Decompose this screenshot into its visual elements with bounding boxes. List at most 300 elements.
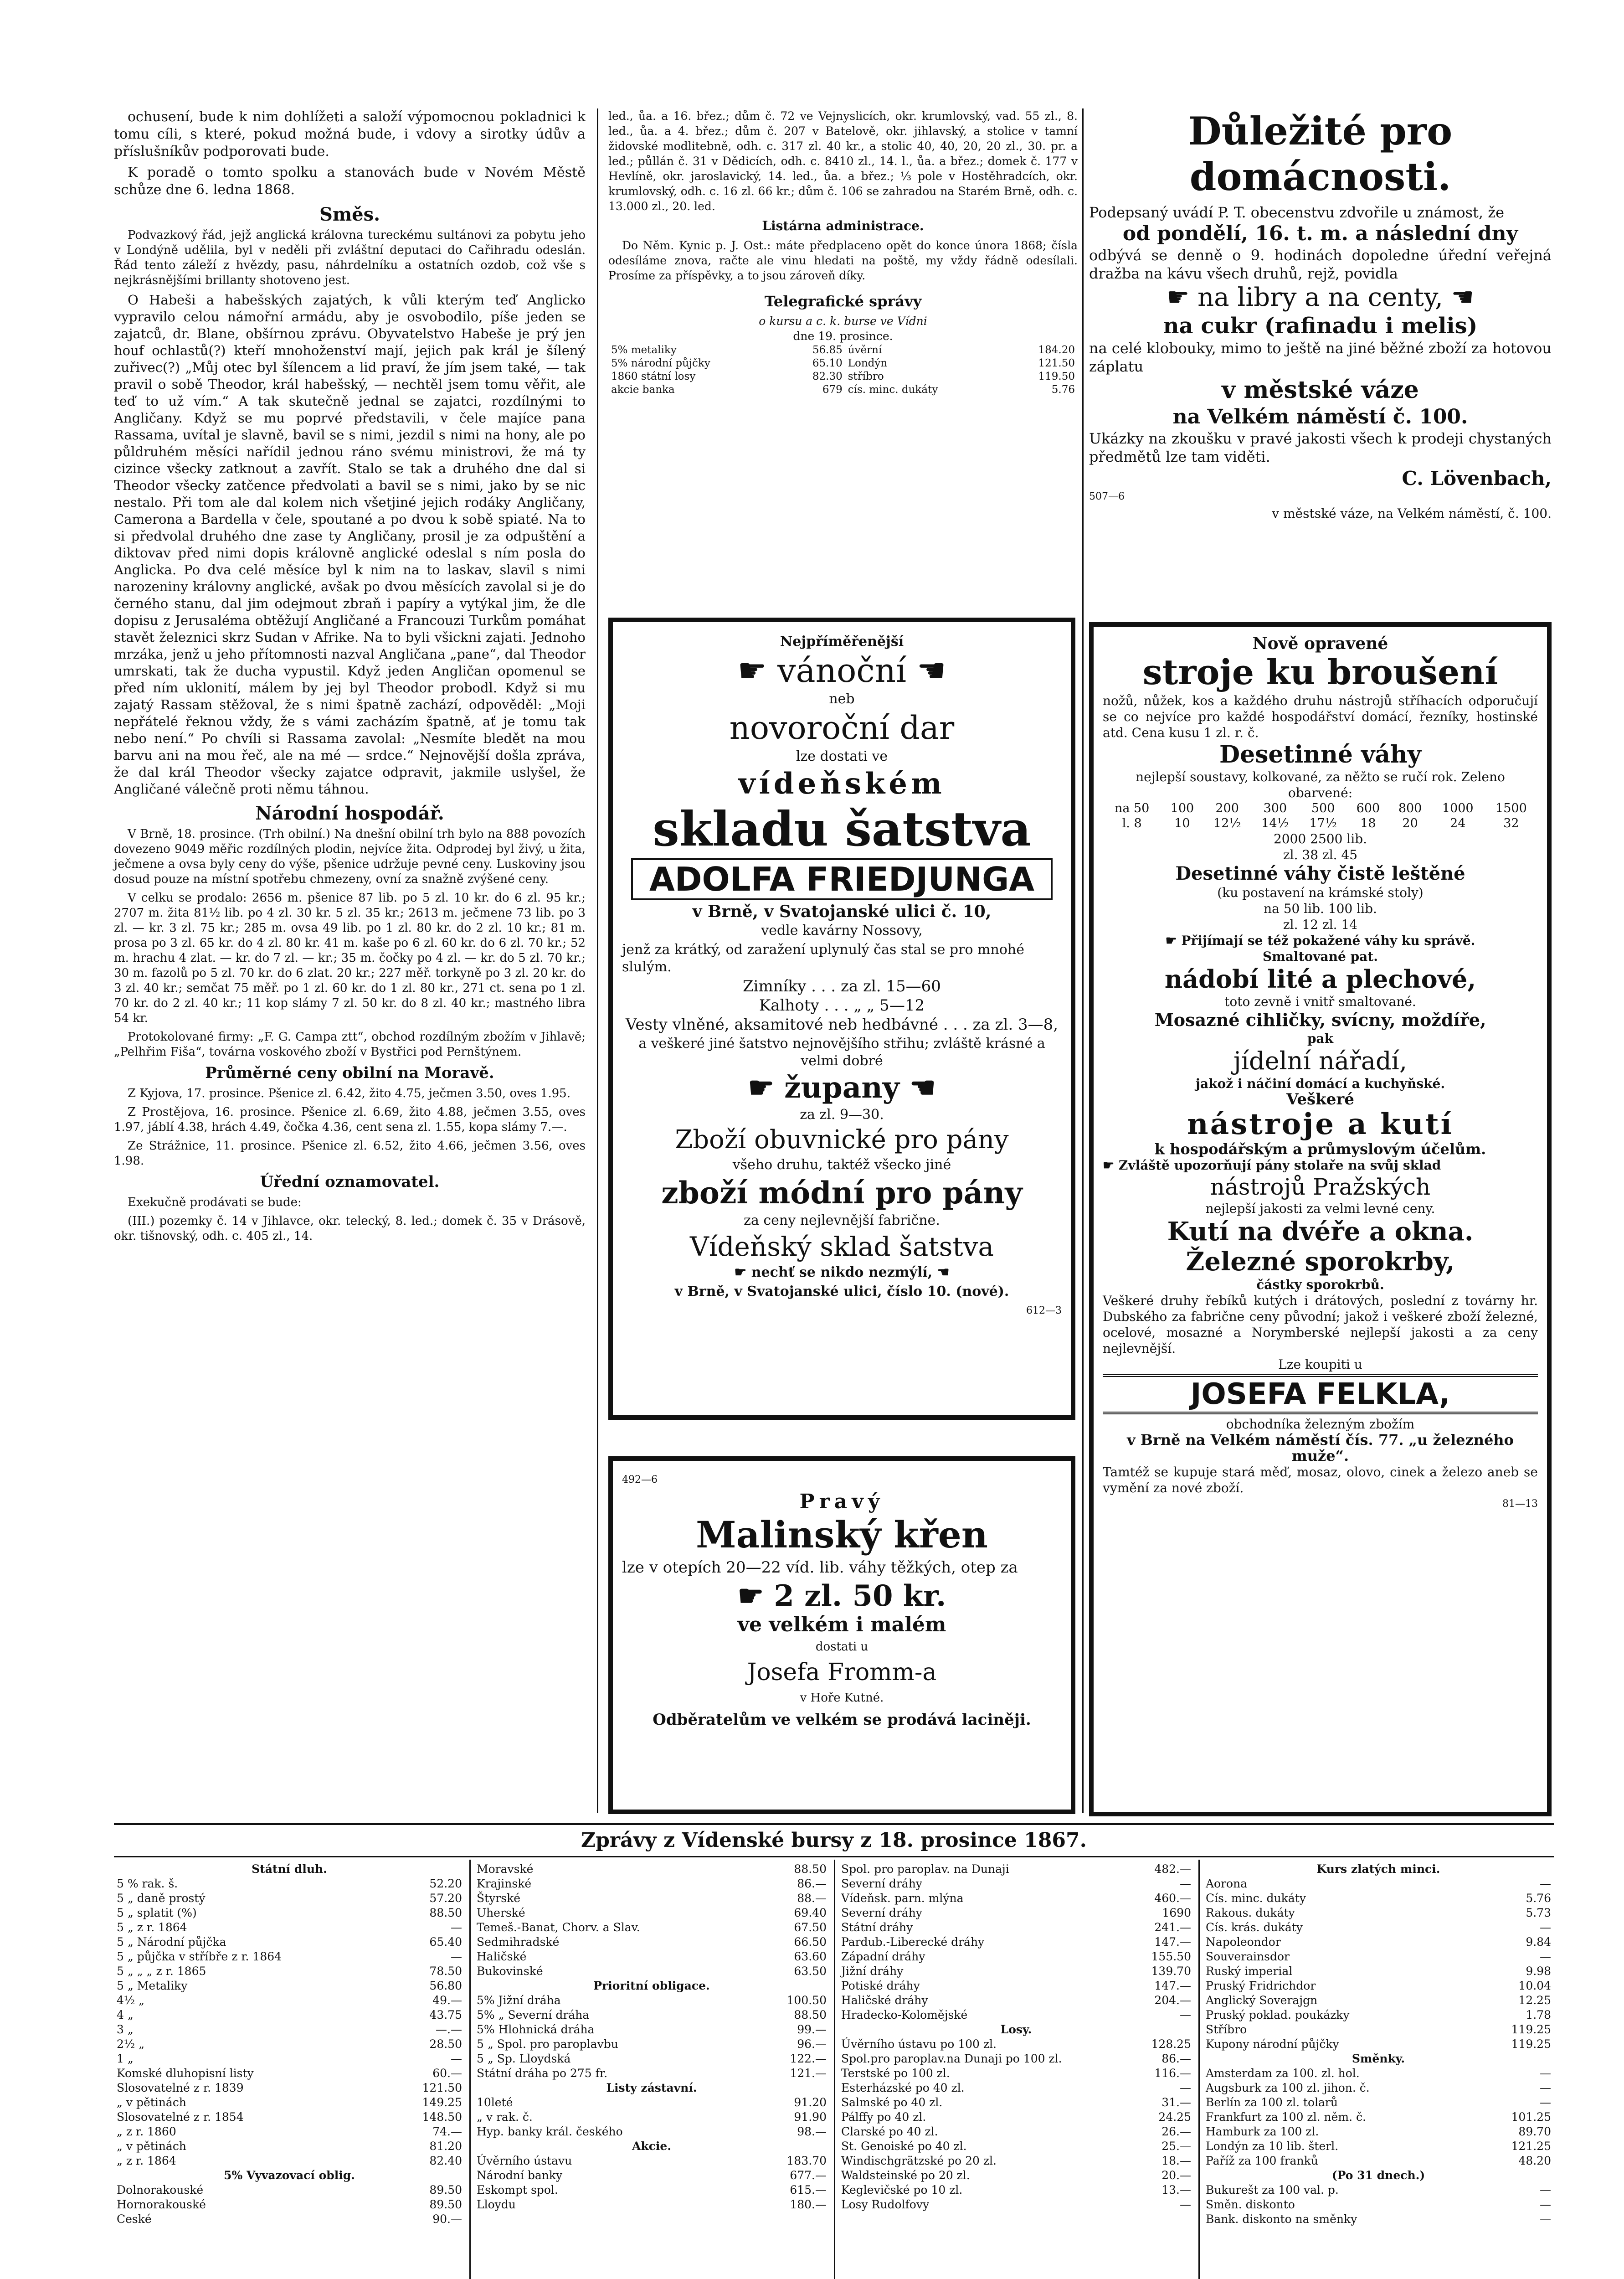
tele-table	[608, 344, 1078, 397]
quote-label: Pardub.-Liberecké dráhy	[841, 1935, 985, 1949]
table-row	[1203, 1906, 1554, 1920]
ad-felkl-sporokrby-sub: částky sporokrbů.	[1256, 1277, 1384, 1292]
quote-value: 100.50	[786, 1994, 827, 2007]
quote-value: 81.20	[429, 2140, 462, 2153]
ad-kren	[608, 1456, 1075, 1814]
quote-value: 98.—	[797, 2125, 827, 2138]
table-row	[474, 1891, 829, 1906]
quote-label: Ceské	[117, 2212, 152, 2226]
table-row	[114, 2139, 465, 2154]
quote-label: Clarské po 40 zl.	[841, 2125, 938, 2138]
pointing-hand-icon: ☚	[906, 651, 946, 690]
quote-label: Hradecko-Kolomějské	[841, 2008, 968, 2021]
table-row	[474, 1920, 829, 1935]
quote-value: 96.—	[797, 2037, 827, 2051]
table-row	[1203, 2154, 1554, 2168]
quote-value: 615.—	[790, 2183, 827, 2197]
quote-label: 5% Jižní dráha	[477, 1994, 561, 2007]
table-row	[114, 1906, 465, 1920]
quote-label: Augsburk za 100 zl. jihon. č.	[1206, 2081, 1370, 2094]
bursa-title: Zprávy z Vídenské bursy z 18. prosince 1867.	[581, 1829, 1087, 1852]
table-row	[114, 2081, 465, 2095]
ad-friedjung-videnksy: Vídeňský sklad šatstva	[689, 1231, 994, 1262]
ad-felkl-ciste-sub3: zl. 12 zl. 14	[1283, 917, 1358, 932]
hospodar-1: V Brně, 18. prosince. (Trh obilní.) Na dnešní obilní trh bylo na 888 povozích dovezeno 9049 měřic rozdílných plodin, nejvíce žita. Odprodej byl živý, u žita, ječmene a ovsa byly ceny do výše, pšenice udržuje pevné ceny. Luskoviny jsou dosud pouze na místní spotřebu chmezeny, ovní za snažně zvýšené ceny.	[114, 827, 586, 886]
quote-label: 4½ „	[117, 1994, 145, 2007]
quote-value: 88.50	[429, 1906, 462, 1919]
quote-value: 89.70	[1518, 2125, 1551, 2138]
table-row	[114, 2154, 465, 2168]
table-row	[838, 1862, 1194, 1877]
ad-kren-pravy: Pravý	[799, 1490, 884, 1513]
ad-felkl-jidelni-sub: jakož i náčiní domácí a kuchyňské.	[1195, 1076, 1445, 1091]
quote-label: Spol. pro paroplav. na Dunaji	[841, 1862, 1009, 1876]
quote-label: Hornorakouské	[117, 2198, 206, 2211]
ad-friedjung-line2: novoroční dar	[729, 709, 955, 747]
ad-felkl-prazskych: nástrojů Pražských	[1210, 1174, 1431, 1200]
quote-value: 482.—	[1154, 1862, 1191, 1876]
quote-value: 88.—	[797, 1892, 827, 1905]
bursa-col-2	[474, 1862, 829, 2212]
ad-friedjung-line1: ☛ vánoční ☚	[737, 651, 946, 690]
quote-value: 121.50	[422, 2081, 462, 2094]
table-row	[1203, 1891, 1554, 1906]
quote-label: Úvěrního ústavu po 100 zl.	[841, 2037, 997, 2051]
bursa-col-1-rows	[114, 1877, 465, 2227]
table-row	[474, 1964, 829, 1979]
ad-friedjung-item-3: Vesty vlněné, aksamitové neb hedbávné . . . za zl. 3—8,	[625, 1016, 1059, 1034]
quote-value: 48.20	[1518, 2154, 1551, 2167]
quote-label: „ v rak. č.	[477, 2110, 533, 2124]
quote-label: Paříž za 100 franků	[1206, 2154, 1318, 2167]
pointing-hand-icon: ☛	[1103, 1158, 1119, 1173]
ad-friedjung-item-2: Kalhoty . . . „ „ 5—12	[759, 996, 925, 1015]
table-row	[838, 1935, 1194, 1949]
table-row	[838, 1877, 1194, 1891]
quote-label: Losy.	[1000, 2023, 1032, 2036]
quote-label: Dolnorakouské	[117, 2183, 204, 2197]
quote-value: 24.25	[1158, 2110, 1191, 2124]
quote-label: Západní dráhy	[841, 1950, 925, 1963]
smes-article-1: Podvazkový řád, jejž anglická královna tureckému sultánovi za pobytu jeho v Londýně udělila, byl v neděli při zvláštní deputaci do Cařihradu odeslán. Řád tento záleží z hvězdy, pasu, náhrdelníku a ostatních ozdob, což vše s nejkrásnějšími brillanty shotoveno jest.	[114, 228, 586, 287]
quote-value: 677.—	[790, 2169, 827, 2182]
quote-value: 9.98	[1526, 1964, 1551, 1978]
quote-label: Windischgrätzské po 20 zl.	[841, 2154, 997, 2167]
section-urad-title: Úřední oznamovatel.	[260, 1173, 440, 1191]
ad-friedjung-sklad: skladu šatstva	[653, 801, 1031, 857]
pointing-hand-icon: ☛	[1167, 283, 1198, 312]
ad-felkl-text2: nejlepší soustavy, kolkované, za něžto se ručí rok. Zeleno obarvené:	[1136, 769, 1505, 800]
table-row	[114, 2008, 465, 2022]
table-row	[838, 2008, 1194, 2022]
quote-value: —	[451, 2052, 462, 2065]
quote-label: Bank. diskonto na směnky	[1206, 2212, 1357, 2226]
ad-friedjung-num: 612—3	[1026, 1305, 1062, 1316]
table-row	[114, 2212, 465, 2227]
quote-value: 20.—	[1161, 2169, 1191, 2182]
quote-value: 241.—	[1154, 1921, 1191, 1934]
quote-value: 10.04	[1518, 1979, 1551, 1992]
ad-felkl-nadobi: nádobí lité a plechové,	[1164, 964, 1476, 994]
ad-domacnost	[1089, 108, 1552, 521]
table-row	[474, 1935, 829, 1949]
quote-label: 5 „ Spol. pro paroplavbu	[477, 2037, 618, 2051]
table-row	[474, 2052, 829, 2066]
section-smes-title: Směs.	[319, 204, 380, 225]
quote-value: —	[1540, 1877, 1551, 1890]
table-row	[1203, 2212, 1554, 2227]
ad-domacnost-title: Důležité pro domácnosti.	[1188, 108, 1453, 199]
table-row	[474, 2066, 829, 2081]
ad-felkl-nastroje: nástroje a kutí	[1187, 1107, 1454, 1141]
table-row	[114, 1877, 465, 1891]
quote-label: Eskompt spol.	[477, 2183, 558, 2197]
ad-felkl-pak: pak	[1307, 1031, 1334, 1046]
quote-value: 183.70	[786, 2154, 827, 2167]
quote-label: Státní dráhy	[841, 1921, 913, 1934]
table-row	[1203, 2081, 1554, 2095]
quote-label: Keglevičské po 10 zl.	[841, 2183, 963, 2197]
quote-value: —	[1540, 2067, 1551, 2080]
table-row	[838, 1920, 1194, 1935]
table-row	[114, 2168, 465, 2183]
quote-label: 1 „	[117, 2052, 134, 2065]
quote-label: Štyrské	[477, 1892, 521, 1905]
quote-label: Krajinské	[477, 1877, 532, 1890]
ad-domacnost-vaze: v městské váze	[1222, 376, 1419, 404]
admin-text: Do Něm. Kynic p. J. Ost.: máte předplaceno opět do konce února 1868; čísla odesíláme znova, račte ale vinu hledati na poště, my vždy řádně odesílali. Prosíme za příspěvky, a to jsou zároveň díky.	[608, 239, 1078, 282]
table-row	[474, 2081, 829, 2095]
table-row: l. 8 10 12½ 14½ 17½ 18 20 24 32	[1122, 816, 1519, 830]
ad-felkl-scale-more: 2000 2500 lib.	[1273, 831, 1367, 846]
bursa-col-4-rows	[1203, 1877, 1554, 2227]
quote-label: Bukovinské	[477, 1964, 543, 1978]
quote-value: 88.50	[794, 1862, 827, 1876]
smes-article-2: O Habeši a habešských zajatých, k vůli kterým teď Anglicko vypravilo celou námořní armádu, aby je osvobodilo, píše jeden se zajatců, dr. Blane, obšírnou zprávu. Obyvatelstvo Habeše je prý jen houf ochlastů(?) kteří mnohoženství mají, jejich pak král je šílený zuřivec(?) „Můj otec byl šílencem a lid praví, že jím jsem také, — tak pravil o sobě Theodor, král habešský, — nechtěl jsem tomu věřit, ale teď to už vím.“ A tak skutečně jednal se zajatci, rozdílnými to Angličany. Když se mu poprvé představili, v čele majíce pana Rassama, uvítal je slavně, bavil se s nimi, jezdil s nimi na hony, ale po půldruhém měsíci nařídil jednou ráno svému ministrovi, že má ty cizince všecky zatknout a zavřít. Stalo se tak a druhého dne dal si Theodor všecky zatčence předvolati a bavil se s nimi, jako by se nic nestalo. Při tom ale dal kolem nich všetjiné jejich rodáky Angličany, Camerona a Bardella v čele, spoutané a po dvou k sobě spiaté. Na to si předvolal druhého dne zase ty Angličany, prosil je za odpuštění a diktovav před nimi dopis královně anglické odeslal s ním posla do Anglicka. Po dva celé měsíce byl k nim na to laskav, slavil s nimi narozeniny královny anglické, avšak po dvou měsících zavolal si je do černého stanu, dal jim odejmout zbraň i papíry a vytýkal jim, že dle dopisu z Jerusaléma obtěžují Angličané a Francouzi Turkům pomáhat stavět železnici skrz Sudan v Afrike. Na to byli všickni zajati. Jednoho mrzáka, jenž u jeho přítomnosti nazval Angličana „pane“, dal Theodor umrskati, tak že ducha vypustil. Když jeden Angličan opomenul se před ním uklonití, málem by jej byl Theodor probodl. Když si mu zajatý Rassam stěžoval, že s nimi špatně zachází, odpověděl: „Moji nepřátelé řeknou vždy, že s vámi zacházím špatně, ať je tomu tak nebo není.“ Po chvíli si Rassama zavolal: „Nesmíte bledět na mou barvu ani na mou řeč, ale na mé — srdce.“ Nejnovější došla zpráva, že dal král Theodor všecky zajatce odpravit, jakmile uslyšel, že Angličané válečně proti němu táhnou.	[114, 292, 586, 797]
hospodar-3: Protokolované firmy: „F. G. Campa ztt“, obchod rozdílným zbožím v Jihlavě; „Pelhřim Fiša“, továrna voskového zboží v Bystřici pod Pernštýnem.	[114, 1030, 586, 1059]
table-row	[474, 2183, 829, 2197]
ad-felkl-mosazne: Mosazné cihličky, svícny, moždíře,	[1154, 1010, 1486, 1030]
quote-label: 5 „ půjčka v stříbře z r. 1864	[117, 1950, 282, 1963]
bursa-title-rule	[114, 1856, 1554, 1857]
quote-label: 5% Hlohnická dráha	[477, 2023, 595, 2036]
quote-value: 60.—	[432, 2067, 462, 2080]
ad-domacnost-libry: ☛ na libry a na centy, ☚	[1167, 283, 1474, 312]
ad-friedjung-top: Nejpříměřenější	[780, 634, 904, 650]
ad-friedjung	[608, 618, 1075, 1420]
quote-label: 5 „ Metaliky	[117, 1979, 188, 1992]
ad-kren-title: Malinský křen	[696, 1513, 988, 1556]
table-row	[1203, 2066, 1554, 2081]
tele-subtitle: o kursu a c. k. burse ve Vídni	[759, 315, 927, 328]
ad-felkl-prazskych-sub: nejlepší jakosti za velmi levné ceny.	[1205, 1201, 1435, 1216]
ad-kren-dostati: dostati u	[815, 1640, 869, 1654]
ad-felkl-addr: v Brně na Velkém náměstí čís. 77. „u železného muže“.	[1127, 1431, 1514, 1464]
table-row: 1860 státní losy 82.30 stříbro 119.50	[611, 371, 1075, 382]
table-row	[474, 1877, 829, 1891]
table-row	[474, 2008, 829, 2022]
table-row	[1203, 2095, 1554, 2110]
quote-value: —	[1540, 2212, 1551, 2226]
quote-label: Slosovatelné z r. 1839	[117, 2081, 244, 2094]
quote-label: Akcie.	[632, 2140, 672, 2153]
quote-value: 149.25	[422, 2096, 462, 2109]
quote-value: 69.40	[794, 1906, 827, 1919]
table-row	[474, 1979, 829, 1993]
quote-label: Pálffy po 40 zl.	[841, 2110, 926, 2124]
quote-value: 101.25	[1511, 2110, 1551, 2124]
quote-label: Waldsteinské po 20 zl.	[841, 2169, 970, 2182]
quote-value: 5.76	[1526, 1892, 1551, 1905]
ad-friedjung-dostati: lze dostati ve	[796, 748, 888, 764]
quote-label: Bukurešt za 100 val. p.	[1206, 2183, 1339, 2197]
quote-value: 119.25	[1511, 2037, 1551, 2051]
quote-label: Cís. krás. dukáty	[1206, 1921, 1303, 1934]
column-1	[114, 108, 586, 1248]
ad-felkl-ciste-sub2: na 50 lib. 100 lib.	[1264, 901, 1377, 916]
ad-friedjung-modni: zboží módní pro pány	[661, 1175, 1023, 1211]
quote-label: Cís. minc. dukáty	[1206, 1892, 1306, 1905]
table-row	[114, 1891, 465, 1906]
table-row	[838, 1964, 1194, 1979]
table-row: akcie banka 679 cís. minc. dukáty 5.76	[611, 384, 1075, 396]
section-hospodar-title: Národní hospodář.	[255, 803, 444, 824]
urad-2: (III.) pozemky č. 14 v Jihlavce, okr. telecký, 8. led.; domek č. 35 v Drásově, okr. tišnovský, odh. c. 405 zl., 14.	[114, 1214, 586, 1243]
ad-domacnost-num: 507—6	[1089, 491, 1125, 502]
quote-label: Stříbro	[1206, 2023, 1247, 2036]
quote-value: 89.50	[429, 2183, 462, 2197]
table-row	[114, 1993, 465, 2008]
quote-value: 57.20	[429, 1892, 462, 1905]
admin-title: Listárna administrace.	[762, 218, 924, 233]
tele-title: Telegrafické správy	[764, 293, 922, 310]
ad-friedjung-item-1: Zimníky . . . za zl. 15—60	[743, 977, 941, 995]
quote-value: 12.25	[1518, 1994, 1551, 2007]
quote-label: 5% „ Severní dráha	[477, 2008, 590, 2021]
quote-value: 122.—	[790, 2052, 827, 2065]
prumerne-2: Z Prostějova, 16. prosince. Pšenice zl. 6.69, žito 4.88, ječmen 3.55, oves 1.97, jáblí 4.38, hrách 4.49, čočka 4.36, cent sena zl. 1.55, kopa slámy 7.—.	[114, 1105, 586, 1134]
ad-friedjung-videnskem: vídeňském	[738, 767, 946, 801]
ad-felkl-koupiti: Lze koupiti u	[1278, 1357, 1362, 1372]
quote-value: 121.25	[1511, 2140, 1551, 2153]
ad-friedjung-zupany-price: za zl. 9—30.	[800, 1107, 884, 1123]
ad-domacnost-text2: odbývá se denně o 9. hodinách dopoledne úřední veřejná dražba na kávu všech druhů, rejž, povidla	[1089, 247, 1552, 282]
quote-value: 18.—	[1161, 2154, 1191, 2167]
quote-label: Ruský imperial	[1206, 1964, 1293, 1978]
quote-label: Severní dráhy	[841, 1906, 922, 1919]
table-row	[474, 2168, 829, 2183]
section-prumerne-title: Průměrné ceny obilní na Moravě.	[205, 1064, 494, 1082]
pointing-hand-icon: ☛	[748, 1071, 785, 1105]
column-divider-1	[597, 108, 598, 1813]
quote-value: 9.84	[1526, 1935, 1551, 1949]
ad-felkl-nadobi-sub: toto zevně i vnitř smaltované.	[1224, 994, 1416, 1009]
table-row	[838, 1906, 1194, 1920]
ad-felkl-text4: Tamtéž se kupuje stará měď, mosaz, olovo, cinek a železo aneb se vymění za nové zboží.	[1103, 1464, 1538, 1495]
quote-label: Haličské dráhy	[841, 1994, 928, 2007]
quote-value: —	[1540, 2096, 1551, 2109]
quote-label: 2½ „	[117, 2037, 145, 2051]
quote-label: 5 „ splatit (%)	[117, 1906, 197, 1919]
table-row	[474, 2037, 829, 2052]
quote-value: 28.50	[429, 2037, 462, 2051]
bursa-divider-2	[834, 1860, 835, 2279]
quote-label: Souverainsdor	[1206, 1950, 1290, 1963]
table-row	[838, 2168, 1194, 2183]
table-row	[114, 1920, 465, 1935]
quote-value: 13.—	[1161, 2183, 1191, 2197]
quote-label: „ v pětinách	[117, 2096, 186, 2109]
table-row: 5% národní půjčky 65.10 Londýn 121.50	[611, 357, 1075, 369]
table-row	[114, 2183, 465, 2197]
ad-felkl-veskere: Veškeré	[1286, 1090, 1354, 1109]
quote-label: Londýn za 10 lib. šterl.	[1206, 2140, 1339, 2153]
table-row	[838, 2110, 1194, 2124]
table-row	[474, 1862, 829, 1877]
table-row	[1203, 2052, 1554, 2066]
ad-friedjung-bottom: v Brně, v Svatojanské ulici, číslo 10. (nové).	[674, 1284, 1009, 1299]
quote-value: 86.—	[1161, 2052, 1191, 2065]
pointing-hand-icon: ☚	[932, 1264, 950, 1280]
table-row	[114, 2095, 465, 2110]
table-row	[114, 1979, 465, 1993]
ad-friedjung-text2: a veškeré jiné šatstvo nejnovějšího střihu; zvláště krásné a velmi dobré	[638, 1036, 1045, 1069]
quote-value: —	[1540, 2198, 1551, 2211]
table-row	[838, 2124, 1194, 2139]
table-row	[1203, 1964, 1554, 1979]
table-row	[114, 1964, 465, 1979]
quote-value: 31.—	[1161, 2096, 1191, 2109]
ad-felkl-scale-more2: zl. 38 zl. 45	[1283, 847, 1358, 862]
quote-label: 5 % rak. š.	[117, 1877, 178, 1890]
bursa-col-2-rows	[474, 1862, 829, 2212]
quote-label: Sedmihradské	[477, 1935, 560, 1949]
quote-value: 49.—	[432, 1994, 462, 2007]
ad-felkl-firm: JOSEFA FELKLA,	[1103, 1374, 1538, 1414]
bursa-col-3-rows	[838, 1862, 1194, 2212]
table-row	[838, 1949, 1194, 1964]
table-row	[1203, 1949, 1554, 1964]
quote-label: Berlín za 100 zl. tolarů	[1206, 2096, 1338, 2109]
bursa-col-3	[838, 1862, 1194, 2212]
quote-value: 121.—	[790, 2067, 827, 2080]
table-row	[474, 2095, 829, 2110]
table-row	[838, 2037, 1194, 2052]
table-row	[838, 2052, 1194, 2066]
quote-value: 460.—	[1154, 1892, 1191, 1905]
table-row	[1203, 1993, 1554, 2008]
quote-value: 119.25	[1511, 2023, 1551, 2036]
quote-label: 5 „ „ „ z r. 1865	[117, 1964, 206, 1978]
urad-1: Exekučně prodávati se bude:	[128, 1196, 302, 1209]
quote-label: Frankfurt za 100 zl. něm. č.	[1206, 2110, 1366, 2124]
quote-label: St. Genoiské po 40 zl.	[841, 2140, 967, 2153]
pointing-hand-icon: ☚	[899, 1071, 936, 1105]
table-row	[1203, 1935, 1554, 1949]
quote-label: Losy Rudolfovy	[841, 2198, 930, 2211]
quote-label: Kupony národní půjčky	[1206, 2037, 1339, 2051]
bursa-col-1	[114, 1862, 465, 2227]
table-row	[1203, 2197, 1554, 2212]
hospodar-2: V celku se prodalo: 2656 m. pšenice 87 lib. po 5 zl. 10 kr. do 6 zl. 95 kr.; 2707 m. žita 81½ lib. po 4 zl. 30 kr. 5 zl. 35 kr.; 2613 m. ječmene 73 lib. po 3 zl. — kr. 3 zl. 75 kr.; 285 m. ovsa 49 lib. po 1 zl. 80 kr. do 2 zl. 10 kr.; 81 m. prosa po 3 zl. 65 kr. do 4 zl. 80 kr. 41 m. kaše po 6 zl. 60 kr. do 6 zl. 70 kr.; 52 m. hrachu 4 zlat. — kr. do 7 zl. — kr.; 35 m. čočky po 4 zl. — kr. do 5 zl. 70 kr.; 30 m. fazolů po 5 zl. 70 kr. do 6 zlat. 20 kr.; 227 měř. torkyně po 3 zl. 20 kr. do 3 zl. 40 kr.; semčat 75 měř. po 1 zl. 60 kr. do 1 zl. 80 kr., 271 ct. sena po 1 zl. 70 kr. do 2 zl. 40 kr.; 11 kop slámy 7 zl. 50 kr. do 8 zl. 40 kr.; mastného libra 54 kr.	[114, 891, 586, 1025]
table-row	[1203, 2124, 1554, 2139]
table-row	[474, 2022, 829, 2037]
table-row	[114, 1935, 465, 1949]
table-row	[1203, 2183, 1554, 2197]
ad-felkl-ciste-sub: (ku postavení na krámské stoly)	[1217, 885, 1424, 900]
quote-value: 65.40	[429, 1935, 462, 1949]
table-row	[474, 1906, 829, 1920]
quote-label: Směnky.	[1352, 2052, 1405, 2065]
pointing-hand-icon: ☛	[737, 651, 777, 690]
ad-friedjung-obuv-sub: všeho druhu, taktéž všecko jiné	[732, 1157, 951, 1173]
ad-felkl-ciste: Desetinné váhy čistě leštěné	[1175, 863, 1465, 884]
ad-felkl-text3: Veškeré druhy řebíků kutých i drátových, poslední z továrny hr. Dubského za fabrične ceny původní; jakož i veškeré zboží železné, ocelové, mosazné a Norymberské nejlepší jakosti a za ceny nejlevnější.	[1103, 1293, 1538, 1356]
pointing-hand-icon: ☚	[1443, 283, 1474, 312]
quote-value: 180.—	[790, 2198, 827, 2211]
ad-felkl-nove: Nově opravené	[1252, 634, 1388, 653]
quote-value: 99.—	[797, 2023, 827, 2036]
column-divider-2	[1082, 108, 1084, 1813]
quote-value: —	[1180, 2008, 1191, 2021]
ad-felkl-stroje: stroje ku broušení	[1142, 652, 1498, 692]
table-row	[114, 2022, 465, 2037]
table-row	[474, 2197, 829, 2212]
quote-value: 147.—	[1154, 1979, 1191, 1992]
ad-felkl-scale-table	[1103, 801, 1538, 831]
ad-domacnost-text1: Podepsaný uvádí P. T. obecenstvu zdvořile u známost, že	[1089, 204, 1505, 221]
ad-domacnost-cukr: na cukr (rafinadu i melis)	[1163, 313, 1478, 339]
ad-friedjung-addr2: vedle kavárny Nossovy,	[761, 923, 923, 938]
table-row	[114, 2197, 465, 2212]
table-row: Státní dluh.	[252, 1862, 327, 1876]
table-row	[838, 2081, 1194, 2095]
quote-value: 56.80	[429, 1979, 462, 1992]
table-row	[474, 2124, 829, 2139]
table-row	[838, 1979, 1194, 1993]
table-row	[1203, 2008, 1554, 2022]
ad-friedjung-modni-sub: za ceny nejlevnější fabrične.	[744, 1212, 940, 1228]
quote-value: —	[1180, 2081, 1191, 2094]
quote-value: 148.50	[422, 2110, 462, 2124]
quote-label: Aorona	[1206, 1877, 1248, 1890]
ad-felkl-prijimaji: ☛ Přijímají se též pokažené váhy ku správě.	[1165, 933, 1475, 948]
ad-friedjung-neb: neb	[829, 691, 855, 707]
quote-label: Spol.pro paroplav.na Dunaji po 100 zl.	[841, 2052, 1062, 2065]
quote-label: Úvěrního ústavu	[477, 2154, 572, 2167]
ad-felkl-desetinne: Desetinné váhy	[1219, 741, 1422, 768]
quote-value: 5.73	[1526, 1906, 1551, 1919]
quote-label: Jižní dráhy	[841, 1964, 904, 1978]
quote-label: Potiské dráhy	[841, 1979, 920, 1992]
table-row	[114, 2066, 465, 2081]
table-row	[1203, 2168, 1554, 2183]
prumerne-3: Ze Strážnice, 11. prosince. Pšenice zl. 6.52, žito 4.66, ječmen 3.56, oves 1.98.	[114, 1139, 586, 1168]
ad-felkl-nastroje-sub: k hospodářským a průmyslovým účelům.	[1154, 1140, 1486, 1158]
quote-value: 25.—	[1161, 2140, 1191, 2153]
quote-value: 43.75	[429, 2008, 462, 2021]
table-row	[474, 1993, 829, 2008]
bursa-col-4	[1203, 1862, 1554, 2227]
ad-kren-place: v Hoře Kutné.	[800, 1691, 884, 1705]
quote-value: 63.50	[794, 1964, 827, 1978]
column-2-top	[608, 108, 1078, 397]
table-row	[838, 2154, 1194, 2168]
quote-label: 5 „ Sp. Lloydská	[477, 2052, 571, 2065]
quote-label: Moravské	[477, 1862, 534, 1876]
table-row	[114, 2037, 465, 2052]
quote-label: Haličské	[477, 1950, 527, 1963]
